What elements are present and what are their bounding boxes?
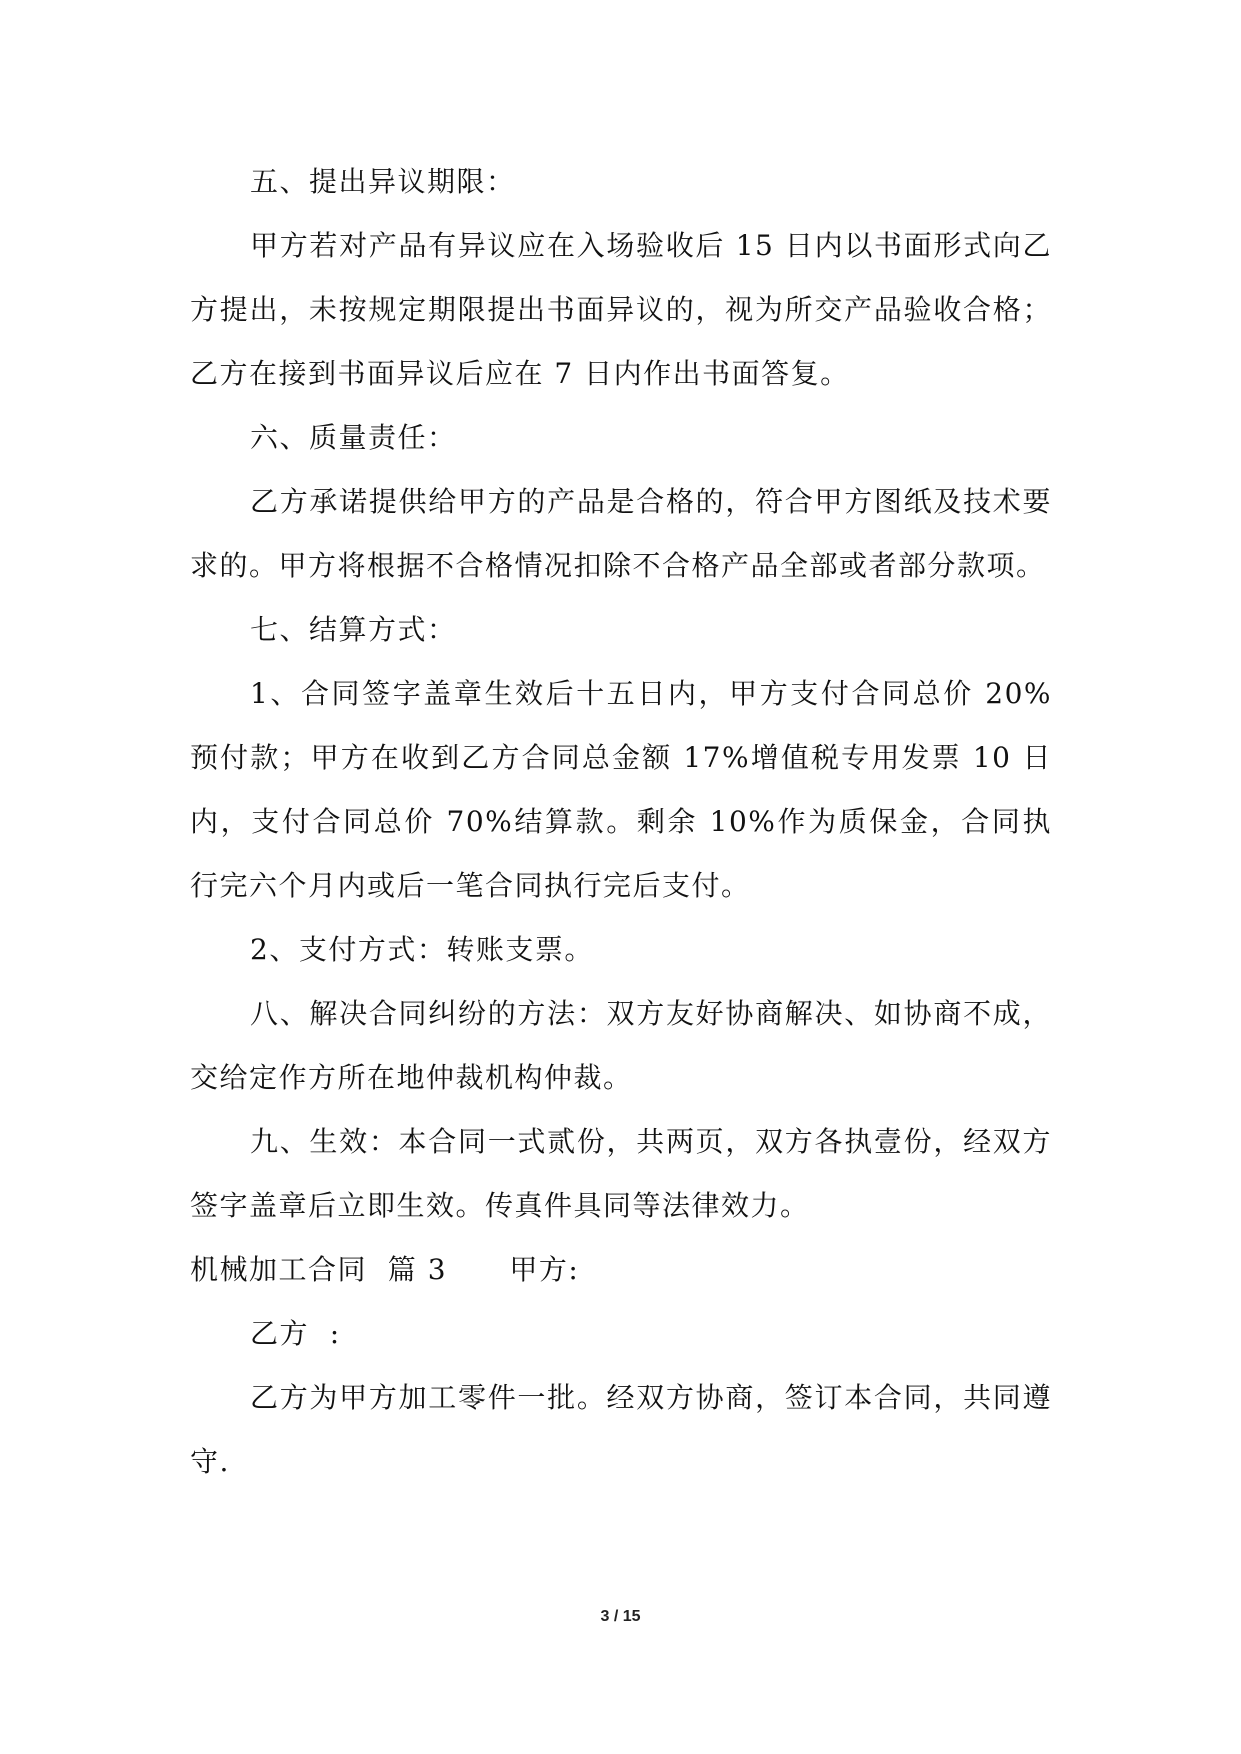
party-b-line: 乙方 : xyxy=(250,1317,341,1350)
section-heading-objection-period: 五、提出异议期限： xyxy=(250,165,516,198)
section-heading-settlement: 七、结算方式： xyxy=(250,613,457,646)
paragraph-dispute-resolution: 八、解决合同纠纷的方法：双方友好协商解决、如协商不成，交给定作方所在地仲裁机构仲裁。 xyxy=(190,997,1052,1094)
paragraph-effectiveness: 九、生效：本合同一式贰份，共两页，双方各执壹份，经双方签字盖章后立即生效。传真件具同等法律效力。 xyxy=(190,1125,1052,1222)
page-number: 3 / 15 xyxy=(600,1608,641,1625)
paragraph-quality-terms: 乙方承诺提供给甲方的产品是合格的，符合甲方图纸及技术要求的。甲方将根据不合格情况扣除不合格产品全部或者部分款项。 xyxy=(190,485,1052,582)
contract-title-line: 机械加工合同 篇 3 甲方: xyxy=(190,1253,580,1286)
paragraph-objection-terms: 甲方若对产品有异议应在入场验收后 15 日内以书面形式向乙方提出，未按规定期限提出书面异议的，视为所交产品验收合格；乙方在接到书面异议后应在 7 日内作出书面答复。 xyxy=(190,229,1052,390)
section-heading-quality-responsibility: 六、质量责任： xyxy=(250,421,457,454)
paragraph-contract-intro: 乙方为甲方加工零件一批。经双方协商，签订本合同，共同遵守. xyxy=(190,1381,1052,1478)
paragraph-settlement-item-1: 1、合同签字盖章生效后十五日内，甲方支付合同总价 20%预付款；甲方在收到乙方合同总金额 17%增值税专用发票 10 日内，支付合同总价 70%结算款。剩余 10%作为质保金，合同执行完六个月内或后一笔合同执行完后支付。 xyxy=(190,677,1052,902)
document-body xyxy=(190,150,1052,1494)
paragraph-settlement-item-2: 2、支付方式：转账支票。 xyxy=(250,933,594,966)
